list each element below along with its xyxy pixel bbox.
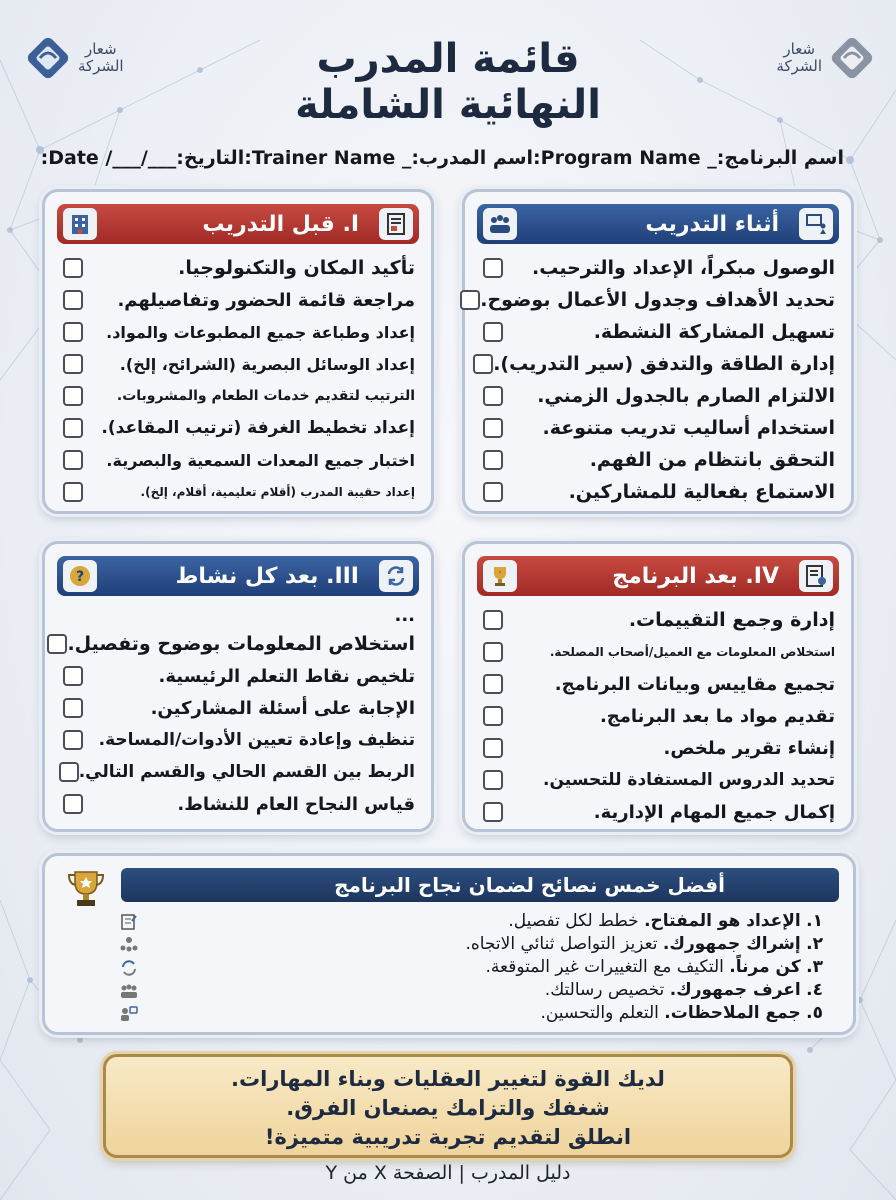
checkbox[interactable] [63,450,83,470]
checkbox[interactable] [63,354,83,374]
checklist-item: إدارة وجمع التقييمات. [477,604,835,636]
title-line-1: قائمة المدرب [316,36,580,82]
question-icon [63,560,97,592]
checklist-item: تلخيص نقاط التعلم الرئيسية. [57,660,415,692]
checklist-item: الإجابة على أسئلة المشاركين. [57,692,415,724]
trainer-name-field[interactable]: اسم المدرب:_ Trainer Name: [244,147,534,169]
checklist-item: تنظيف وإعادة تعيين الأدوات/المساحة. [57,724,415,756]
checklist-item: إعداد وطباعة جميع المطبوعات والمواد. [57,316,415,348]
group-icon [483,208,517,240]
tips-list [465,910,823,1025]
tip-item: ٤. اعرف جمهورك. تخصيص رسالتك. [544,980,823,1000]
checkbox[interactable] [460,290,480,310]
checkbox[interactable] [47,634,67,654]
checklist-item: استخلاص المعلومات مع العميل/أصحاب المصلحة. [477,636,835,668]
checklist-item: استخدام أساليب تدريب متنوعة. [477,412,835,444]
checkbox[interactable] [59,762,79,782]
checklist-item: استخلاص المعلومات بوضوح وتفصيل. [57,628,415,660]
group-icon [117,979,141,1002]
section-during-training [462,189,854,514]
tip-icons [117,910,141,1025]
tip-item: ٢. إشراك جمهورك. تعزيز التواصل ثنائي الاتجاه. [465,934,823,954]
checklist-item: تجميع مقاييس وبيانات البرنامج. [477,668,835,700]
banner-line-2: شغفك والتزامك يصنعان الفرق. [286,1096,610,1120]
meta-fields [40,147,844,173]
refresh-icon [379,560,413,592]
checkbox[interactable] [483,386,503,406]
section-title: III. بعد كل نشاط [175,563,359,589]
checklist-item: إعداد الوسائل البصرية (الشرائح، إلخ). [57,348,415,380]
banner-line-3: انطلق لتقديم تجربة تدريبية متميزة! [264,1125,632,1149]
checkbox[interactable] [483,770,503,790]
checklist-item: الوصول مبكراً، الإعداد والترحيب. [477,252,835,284]
checkbox[interactable] [63,698,83,718]
date-field[interactable]: التاريخ:___/___/ Date: [40,147,245,169]
checklist-item: الاستماع بفعالية للمشاركين. [477,476,835,508]
section-title: IV. بعد البرنامج [612,563,779,589]
checkbox[interactable] [473,354,493,374]
logo-text: شعار الشركة [78,40,124,75]
building-icon [63,208,97,240]
trophy-icon [483,560,517,592]
tip-item: ٣. كن مرناً. التكيف مع التغييرات غير المتوقعة. [485,957,823,977]
title-line-2: النهائية الشاملة [295,82,601,128]
checkbox[interactable] [483,418,503,438]
checklist-ellipsis: ... [394,604,415,626]
checklist-item: الترتيب لتقديم خدمات الطعام والمشروبات. [57,380,415,412]
checklist-item: إعداد حقيبة المدرب (أقلام تعليمية، أقلام، إلخ). [57,476,415,508]
checkbox[interactable] [63,730,83,750]
section-header [477,204,839,244]
program-name-field[interactable]: اسم البرنامج:_ Program Name: [533,147,844,169]
checklist-item: الالتزام الصارم بالجدول الزمني. [477,380,835,412]
banner-line-1: لديك القوة لتغيير العقليات وبناء المهارات. [231,1067,665,1091]
checkbox[interactable] [483,706,503,726]
section-header [57,556,419,596]
svg-text:?: ? [75,569,85,585]
checklist-item: إدارة الطاقة والتدفق (سير التدريب). [477,348,835,380]
checkbox[interactable] [483,322,503,342]
flexibility-icon [117,956,141,979]
presentation-icon [799,208,833,240]
tip-item: ١. الإعداد هو المفتاح. خطط لكل تفصيل. [508,911,823,931]
page-footer: دليل المدرب | الصفحة X من Y [325,1162,571,1184]
section-before-training [42,189,434,514]
checkbox[interactable] [483,258,503,278]
checklist-item: تأكيد المكان والتكنولوجيا. [57,252,415,284]
checkbox[interactable] [63,322,83,342]
checkbox[interactable] [63,482,83,502]
checklist-item: التحقق بانتظام من الفهم. [477,444,835,476]
checklist-item: إكمال جميع المهام الإدارية. [477,796,835,828]
checklist-item: الربط بين القسم الحالي والقسم التالي. [57,756,415,788]
tip-item: ٥. جمع الملاحظات. التعلم والتحسين. [540,1003,823,1023]
checklist-icon [117,910,141,933]
checkbox[interactable] [483,642,503,662]
checkbox[interactable] [483,738,503,758]
audience-icon [117,933,141,956]
checklist-item: تحديد الدروس المستفادة للتحسين. [477,764,835,796]
trophy-icon [63,866,109,912]
checklist-item: تحديد الأهداف وجدول الأعمال بوضوح. [477,284,835,316]
section-after-program [462,541,854,832]
section-header [477,556,839,596]
checkbox[interactable] [483,802,503,822]
section-after-activity [42,541,434,832]
section-title: I. قبل التدريب [202,211,359,237]
logo-text: شعار الشركة [776,40,822,75]
checkbox[interactable] [63,418,83,438]
motivation-banner [103,1054,793,1158]
section-title: أثناء التدريب [645,211,779,237]
feedback-icon [117,1002,141,1025]
document-icon [379,208,413,240]
checklist-item: اختبار جميع المعدات السمعية والبصرية. [57,444,415,476]
top-tips-panel [42,853,856,1035]
report-icon [799,560,833,592]
page-title [0,36,896,128]
checkbox[interactable] [483,674,503,694]
checklist-item: مراجعة قائمة الحضور وتفاصيلهم. [57,284,415,316]
checkbox[interactable] [483,610,503,630]
checklist-item: تسهيل المشاركة النشطة. [477,316,835,348]
checklist-item: إعداد تخطيط الغرفة (ترتيب المقاعد). [57,412,415,444]
checklist-item: تقديم مواد ما بعد البرنامج. [477,700,835,732]
checkbox[interactable] [63,258,83,278]
checkbox[interactable] [63,794,83,814]
checklist-item: إنشاء تقرير ملخص. [477,732,835,764]
tips-header: أفضل خمس نصائح لضمان نجاح البرنامج [121,868,839,902]
checkbox[interactable] [63,386,83,406]
checkbox[interactable] [483,450,503,470]
checkbox[interactable] [63,666,83,686]
checklist-item: قياس النجاح العام للنشاط. [57,788,415,820]
checkbox[interactable] [63,290,83,310]
section-header [57,204,419,244]
checkbox[interactable] [483,482,503,502]
